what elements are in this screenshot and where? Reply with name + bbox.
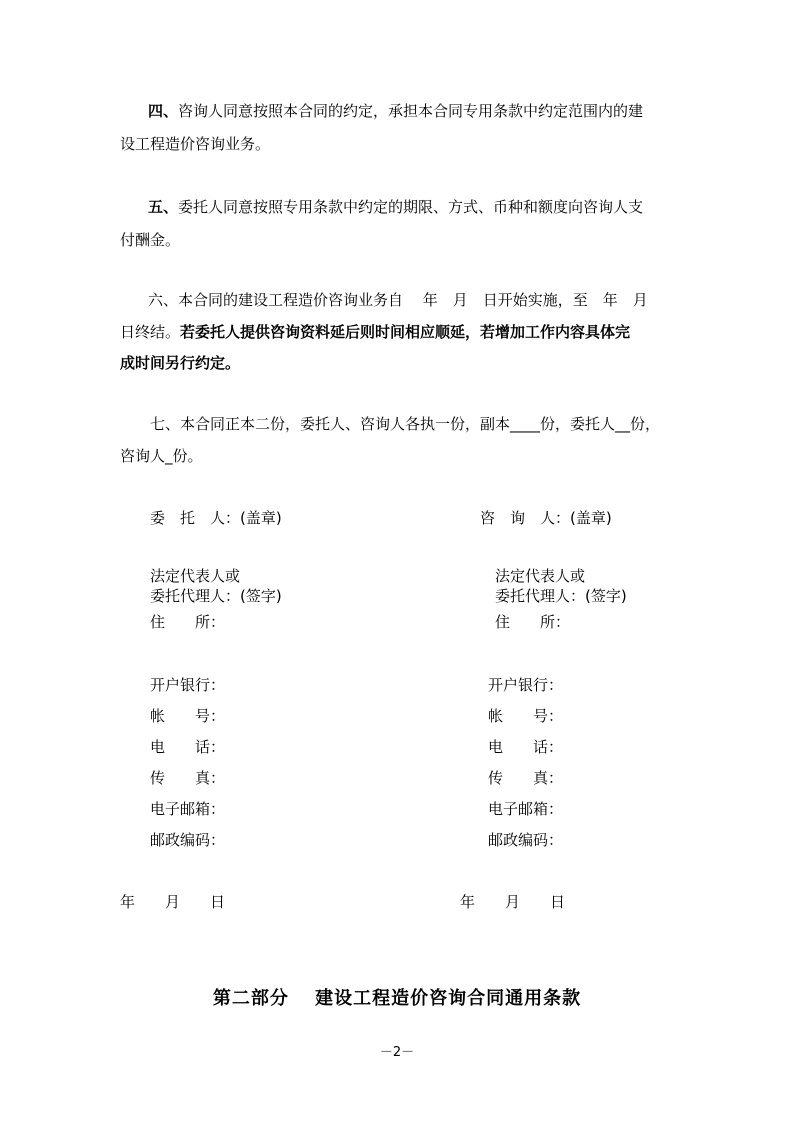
left-party-fax: 传 真：	[150, 769, 226, 787]
clause-7-line-2: 咨询人_份。	[120, 447, 203, 465]
section-title: 第二部分 建设工程造价咨询合同通用条款	[212, 988, 582, 1009]
right-party-heading: 咨 询 人：(盖章)	[480, 509, 612, 527]
left-party-email: 电子邮箱：	[150, 800, 226, 818]
right-party-rep-line-1: 法定代表人或	[495, 567, 586, 585]
clause-4-line-2: 设工程造价咨询业务。	[120, 135, 271, 153]
page-number: －2－	[379, 1045, 415, 1060]
left-party-phone: 电 话：	[150, 738, 226, 756]
left-party-bank: 开户银行：	[150, 676, 226, 694]
right-party-email: 电子邮箱：	[488, 800, 564, 818]
clause-6-bold-text: 若委托人提供咨询资料延后则时间相应顺延，若增加工作内容具体完	[180, 323, 631, 341]
right-party-rep-line-2: 委托代理人：(签字)	[495, 587, 627, 605]
right-party-postcode: 邮政编码：	[488, 831, 564, 849]
clause-6-line-2	[120, 322, 630, 342]
left-party-account: 帐 号：	[150, 707, 226, 725]
clause-4-line-1	[148, 101, 643, 121]
clause-4-text: 咨询人同意按照本合同的约定，承担本合同专用条款中约定范围内的建	[178, 102, 644, 120]
clause-7-line-1: 七、本合同正本二份，委托人、咨询人各执一份，副本____份，委托人__份，	[150, 415, 661, 433]
left-party-address: 住 所：	[150, 613, 226, 631]
clause-5-line-2: 付酬金。	[120, 231, 181, 249]
clause-6-line-1: 六、本合同的建设工程造价咨询业务自 年 月 日开始实施，至 年 月	[148, 291, 648, 309]
clause-6-line-3: 成时间另行约定。	[120, 354, 241, 372]
right-party-address: 住 所：	[495, 613, 571, 631]
right-party-bank: 开户银行：	[488, 676, 564, 694]
left-party-date: 年 月 日	[120, 893, 226, 911]
clause-5-number: 五、	[148, 198, 179, 216]
left-party-postcode: 邮政编码：	[150, 831, 226, 849]
left-party-heading: 委 托 人：(盖章)	[150, 509, 282, 527]
clause-5-text: 委托人同意按照专用条款中约定的期限、方式、币种和额度向咨询人支	[178, 198, 644, 216]
right-party-phone: 电 话：	[488, 738, 564, 756]
left-party-rep-line-1: 法定代表人或	[150, 567, 241, 585]
right-party-fax: 传 真：	[488, 769, 564, 787]
clause-6-end-text: 日终结。	[120, 323, 181, 341]
left-party-rep-line-2: 委托代理人：(签字)	[150, 587, 282, 605]
right-party-account: 帐 号：	[488, 707, 564, 725]
clause-5-line-1	[148, 197, 643, 217]
right-party-date: 年 月 日	[460, 893, 566, 911]
clause-4-number: 四、	[148, 102, 179, 120]
